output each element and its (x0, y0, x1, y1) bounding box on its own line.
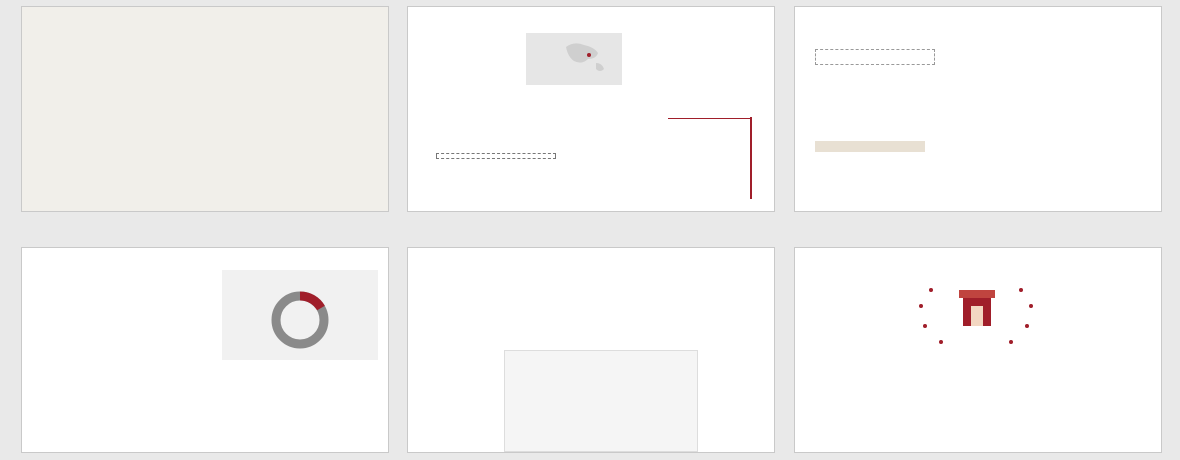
slide-thumbnail-4[interactable] (21, 247, 389, 453)
quote-decoration (815, 141, 925, 152)
age-axis (750, 117, 752, 199)
slide-thumbnail-2[interactable] (407, 6, 775, 212)
world-map (526, 33, 622, 85)
stat-first-tier (529, 53, 531, 63)
store-experience-diagram (795, 276, 1162, 376)
donut-slice-red (300, 296, 321, 308)
slide-thumbnail-3[interactable] (794, 6, 1162, 212)
donut-chart (222, 270, 378, 360)
pain-points-chart (981, 372, 1157, 446)
quote-box (815, 49, 935, 65)
culture-bar-chart (505, 371, 697, 451)
store-awning-icon (959, 290, 995, 298)
culture-chart-panel (504, 350, 698, 452)
slide-thumbnail-5[interactable] (407, 247, 775, 453)
peaks-chart (22, 384, 389, 453)
brand-text (434, 262, 752, 267)
world-map-icon (526, 33, 622, 85)
donut-chart-panel (222, 270, 378, 360)
stat-overseas (529, 69, 531, 79)
fashion-attitude-chart (815, 370, 965, 444)
age-title-underline (668, 118, 751, 119)
slide-thumbnail-1[interactable] (21, 6, 389, 212)
demographics-title (436, 153, 556, 159)
report-intro-text (937, 29, 1149, 34)
slide-thumbnail-6[interactable] (794, 247, 1162, 453)
consumer-text (40, 266, 220, 271)
stat-cities (529, 37, 531, 47)
